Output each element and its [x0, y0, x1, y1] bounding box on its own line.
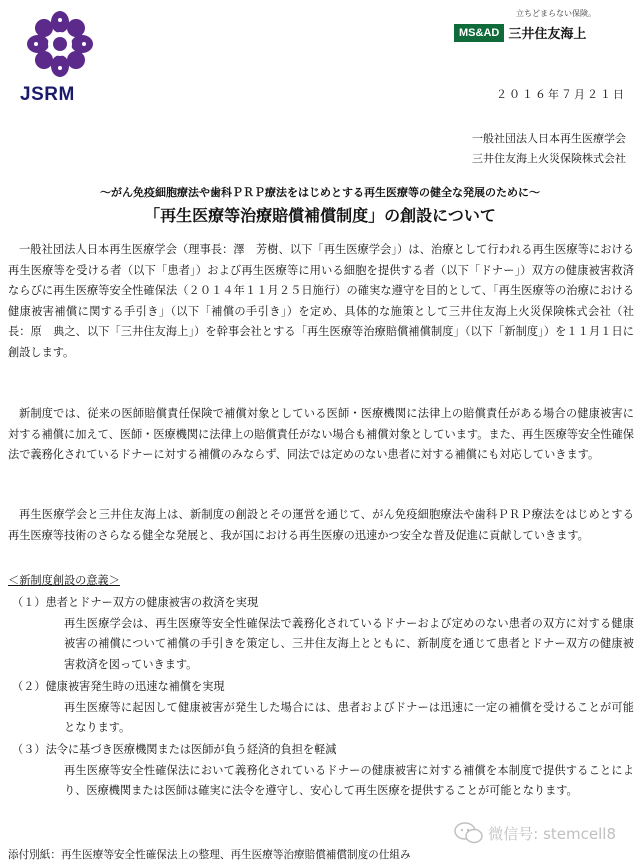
- list-item: [8, 593, 634, 675]
- list-item-body: 再生医療等安全性確保法において義務化されているドナーの健康被害に対する補償を本制度で提供することにより、医療機関または医師は確実に法令を遵守し、安心して再生医療を提供することが可能となります。: [64, 763, 634, 798]
- msad-logo: [454, 8, 634, 42]
- document-subtitle: ～がん免疫細胞療法や歯科ＰＲＰ療法をはじめとする再生医療等の健全な発展のために～: [100, 186, 540, 199]
- flower-emblem-icon: [26, 10, 94, 78]
- issuer-organization-1: 一般社団法人日本再生医療学会: [472, 132, 626, 145]
- list-item-body: 再生医療学会は、再生医療等安全性確保法で義務化されているドナーおよび定めのない患者の双方に対する健康被害の補償について補償の手引きを策定し、三井住友海上とともに、新制度を通じて患者とドナー双方の健康被害救済を図っていきます。: [64, 616, 634, 671]
- watermark-text: 微信号: stemcell8: [488, 824, 616, 843]
- wechat-icon: [454, 822, 484, 844]
- issuer-organization-2: 三井住友海上火災保険株式会社: [472, 152, 626, 165]
- body-paragraph: 再生医療学会と三井住友海上は、新制度の創設とその運営を通じて、がん免疫細胞療法や歯科ＰＲＰ療法をはじめとする再生医療等技術のさらなる健全な発展と、我が国における再生医療の迅速かつ安全な普及促進に貢献していきます。: [8, 508, 634, 542]
- list-item-title: （３）法令に基づき医療機関または医師が負う経済的負担を軽減: [12, 743, 337, 756]
- body-paragraph: 一般社団法人日本再生医療学会（理事長：澤 芳樹、以下「再生医療学会」）は、治療として行われる再生医療等における再生医療等を受ける者（以下「患者」）および再生医療等に用いる細胞を提供する者（以下「ドナー」）双方の健康被害救済ならびに再生医療等安全性確保法（２０１４年１１月２５日施行）の確実な遵守を目的として、「再生医療等の治療における健康被害補償に関する手引き」（以下「補償の手引き」）を定め、具体的な施策として三井住友海上火災保険株式会社（社長：原 典之、以下「三井住友海上」）を幹事会社とする「再生医療等治療賠償補償制度」（以下「新制度」）を１１月１日に創設します。: [8, 243, 634, 359]
- document-date: ２０１６年７月２１日: [496, 88, 626, 101]
- brand-name: 三井住友海上: [508, 27, 587, 42]
- list-item-title: （２）健康被害発生時の迅速な補償を実現: [12, 680, 225, 693]
- body-paragraph: 新制度では、従来の医師賠償責任保険で補償対象としている医師・医療機関に法律上の賠償責任がある場合の健康被害に対する補償に加えて、医師・医療機関に法律上の賠償責任がない場合も補償対象としています。また、再生医療等安全性確保法で義務化されているドナーに対する補償のみならず、同法では定めのない患者に対する補償にも対応していきます。: [8, 407, 634, 462]
- jsrm-logo-text: JSRM: [20, 84, 75, 105]
- section-heading: ＜新制度創設の意義＞: [8, 574, 120, 587]
- list-item: [8, 740, 634, 802]
- wechat-watermark: [454, 822, 616, 844]
- attachment-note: 添付別紙：再生医療等安全性確保法上の整理、再生医療等治療賠償補償制度の仕組み: [8, 849, 411, 861]
- list-item-title: （１）患者とドナー双方の健康被害の救済を実現: [12, 596, 259, 609]
- list-item-body: 再生医療等に起因して健康被害が発生した場合には、患者およびドナーは迅速に一定の補償を受けることが可能となります。: [64, 700, 634, 735]
- brand-tagline: 立ちどまらない保険。: [516, 9, 596, 18]
- jsrm-logo: [20, 10, 120, 106]
- list-item: [8, 677, 634, 739]
- document-title: 「再生医療等治療賠償補償制度」の創設について: [144, 206, 496, 225]
- msad-badge: MS&AD: [454, 24, 504, 42]
